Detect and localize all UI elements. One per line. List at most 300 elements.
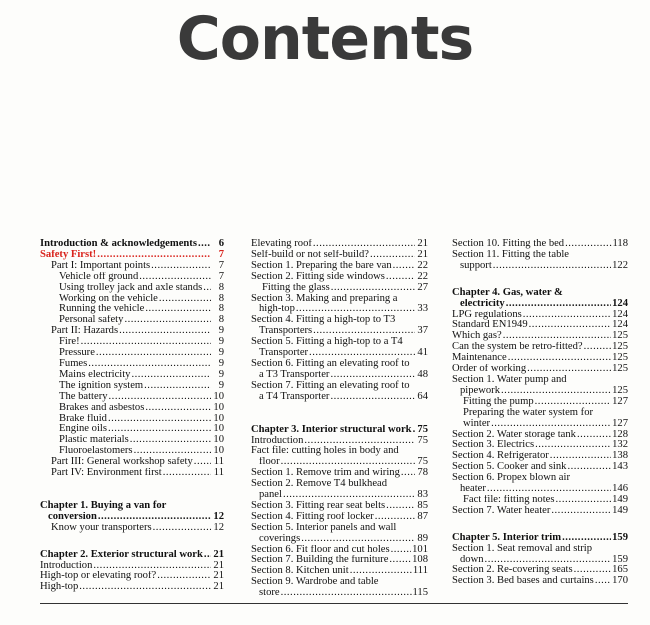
toc-entry-title: high-top <box>259 304 295 315</box>
toc-entry-title-wrap <box>460 555 611 566</box>
toc-page-number: 85 <box>417 499 428 511</box>
toc-entry-title-wrap <box>59 337 211 348</box>
toc-entry-title: Using trolley jack and axle stands <box>59 282 203 293</box>
toc-page-number: 9 <box>218 347 224 359</box>
dot-leader <box>203 550 211 561</box>
toc-entry-row <box>51 261 224 272</box>
toc-entry-title: Section 1. Remove trim and wiring <box>251 468 400 479</box>
dot-leader <box>129 435 211 446</box>
toc-entry-row <box>59 424 224 435</box>
toc-page-number: 124 <box>612 319 628 331</box>
toc-entry <box>251 239 428 250</box>
toc-entry-row <box>452 310 628 321</box>
toc-entry <box>251 381 428 403</box>
toc-entry-row <box>59 272 224 283</box>
toc-entry-title-wrap <box>452 310 611 321</box>
toc-entry-title: Fitting the glass <box>262 282 330 293</box>
toc-entry-title: Running the vehicle <box>59 304 145 315</box>
toc-entry-title-wrap <box>463 419 611 430</box>
dot-leader <box>193 457 211 468</box>
dot-leader <box>138 272 211 283</box>
toc-entry-title: floor <box>259 457 280 468</box>
toc-entry-row <box>452 506 628 517</box>
toc-entry-title: Introduction <box>40 560 93 571</box>
toc-page-number: 21 <box>213 581 224 593</box>
dot-leader <box>96 250 211 261</box>
toc-entry-row <box>251 425 428 436</box>
toc-entry-title-wrap <box>40 571 211 582</box>
toc-entry <box>40 294 224 305</box>
toc-entry <box>251 446 428 468</box>
dot-leader <box>576 430 611 441</box>
toc-entry-title-wrap <box>251 250 415 261</box>
dot-leader <box>329 392 415 403</box>
toc-entry-title: Which gas? <box>452 331 502 342</box>
toc-entry-row <box>40 582 224 593</box>
toc-entry-row <box>251 501 428 512</box>
toc-page-number: 8 <box>218 314 224 326</box>
toc-entry-title: Elevating roof <box>251 239 312 249</box>
toc-entry-title-wrap <box>251 555 411 566</box>
toc-entry-row <box>452 353 628 364</box>
toc-entry-title: Know your transporters <box>51 522 152 533</box>
toc-entry <box>251 261 428 272</box>
toc-entry-title: a T4 Transporter <box>259 391 330 402</box>
toc-entry <box>40 582 224 593</box>
toc-entry <box>452 506 628 517</box>
dot-leader <box>522 310 611 321</box>
contents-column-1 <box>40 239 224 593</box>
toc-entry <box>40 457 224 468</box>
toc-entry-title: panel <box>259 490 282 501</box>
toc-entry-title: Fire! <box>59 337 80 348</box>
dot-leader <box>330 283 415 294</box>
toc-page-number: 115 <box>412 587 428 599</box>
toc-page-number: 7 <box>218 270 224 282</box>
toc-heading <box>251 425 428 436</box>
toc-entry-row <box>59 446 224 457</box>
toc-entry <box>251 315 428 337</box>
toc-entry-line: Section 7. Fitting an elevating roof to <box>251 379 410 391</box>
toc-entry-title: Chapter 5. Interior trim <box>452 532 562 543</box>
toc-entry-row <box>59 294 224 305</box>
dot-leader <box>108 392 211 403</box>
toc-entry <box>251 555 428 566</box>
toc-entry-row <box>452 440 628 451</box>
dot-leader <box>280 588 412 599</box>
toc-entry-title-wrap <box>452 430 611 441</box>
dot-leader <box>549 451 611 462</box>
toc-page-number: 124 <box>612 308 628 320</box>
toc-page-number: 125 <box>612 341 628 353</box>
dot-leader <box>390 545 412 556</box>
dot-leader <box>152 523 211 534</box>
toc-entry-title: Chapter 3. Interior structural work <box>251 424 412 435</box>
toc-entry-title: Fitting the pump <box>463 396 534 407</box>
toc-entry <box>452 544 628 566</box>
toc-entry <box>40 272 224 283</box>
page-title: Contents <box>176 4 474 74</box>
toc-entry <box>452 565 628 576</box>
toc-entry-title-wrap <box>259 588 412 599</box>
toc-entry-row <box>452 484 628 495</box>
toc-page-number: 122 <box>612 259 628 271</box>
toc-entry-row <box>59 414 224 425</box>
toc-page-number: 138 <box>612 450 628 462</box>
dot-leader <box>385 272 415 283</box>
toc-entry-line: Section 5. Fitting a high-top to a T4 <box>251 336 403 348</box>
dot-leader <box>573 565 611 576</box>
toc-page-number: 8 <box>218 303 224 315</box>
toc-page-number: 7 <box>218 248 224 260</box>
dot-leader <box>505 299 611 310</box>
toc-entry-title-wrap <box>452 451 611 462</box>
toc-entry <box>40 381 224 392</box>
toc-page-number: 21 <box>417 248 428 260</box>
dot-leader <box>564 239 611 250</box>
toc-page-number: 149 <box>612 493 628 505</box>
toc-page-number: 10 <box>213 445 224 457</box>
toc-entry-title-wrap <box>452 506 611 517</box>
toc-page-number: 159 <box>612 531 628 543</box>
dot-leader <box>92 561 211 572</box>
dot-leader <box>80 337 211 348</box>
toc-entry-row <box>59 435 224 446</box>
dot-leader <box>300 534 415 545</box>
toc-page-number: 89 <box>417 532 428 544</box>
toc-page-number: 12 <box>213 521 224 533</box>
toc-page-number: 9 <box>218 379 224 391</box>
toc-entry-title-wrap <box>452 331 611 342</box>
toc-entry-title: winter <box>463 418 491 429</box>
toc-page-number: 87 <box>417 510 428 522</box>
dot-leader <box>130 370 211 381</box>
toc-entry <box>452 430 628 441</box>
toc-entry-title-wrap <box>259 457 415 468</box>
toc-entry-line: Preparing the water system for <box>463 406 594 418</box>
dot-leader <box>388 555 411 566</box>
toc-entry <box>40 446 224 457</box>
toc-entry-row <box>251 588 428 599</box>
toc-entry-title: Chapter 2. Exterior structural work <box>40 549 203 560</box>
toc-entry-title: Plastic materials <box>59 435 129 446</box>
toc-page-number: 21 <box>417 238 428 249</box>
toc-entry-title-wrap <box>40 239 211 250</box>
toc-entry <box>452 473 628 495</box>
toc-entry-title: Section 2. Re-covering seats <box>452 565 573 576</box>
toc-entry-title-wrap <box>40 582 211 593</box>
toc-entry-title-wrap <box>59 435 211 446</box>
toc-page-number: 78 <box>417 467 428 479</box>
toc-entry-title-wrap <box>460 299 611 310</box>
toc-entry-title-wrap <box>452 320 611 331</box>
toc-page-number: 10 <box>213 412 224 424</box>
toc-page-number: 128 <box>612 428 628 440</box>
toc-entry-title: High-top <box>40 582 79 593</box>
dot-leader <box>583 342 611 353</box>
toc-entry <box>251 272 428 283</box>
toc-entry-row <box>51 523 224 534</box>
toc-entry-title-wrap <box>40 550 211 561</box>
toc-entry-title: High-top or elevating roof? <box>40 571 157 582</box>
toc-entry-title-wrap <box>59 315 211 326</box>
toc-entry <box>452 342 628 353</box>
toc-entry-row <box>463 495 628 506</box>
toc-entry-title-wrap <box>59 294 211 305</box>
toc-entry-title: Transporter <box>259 348 309 359</box>
toc-entry-row <box>59 403 224 414</box>
contents-column-3 <box>452 239 628 587</box>
toc-entry <box>40 315 224 326</box>
toc-page-number: 132 <box>612 439 628 451</box>
toc-entry-title-wrap <box>259 392 415 403</box>
toc-entry-title: Part II: Hazards <box>51 326 119 337</box>
toc-entry-title-wrap <box>51 261 211 272</box>
toc-entry-title: Section 1. Preparing the bare van <box>251 260 392 271</box>
dot-leader <box>555 495 612 506</box>
toc-page-number: 125 <box>612 384 628 396</box>
toc-entry-row <box>59 370 224 381</box>
dot-leader <box>534 440 611 451</box>
toc-entry-title-wrap <box>40 561 211 572</box>
toc-page-number: 21 <box>213 559 224 571</box>
toc-entry-title-wrap <box>59 348 211 359</box>
toc-entry-row <box>59 337 224 348</box>
toc-entry-title: Order of working <box>452 364 527 375</box>
toc-entry <box>452 375 628 397</box>
toc-entry-title: The ignition system <box>59 380 144 391</box>
toc-entry-title-wrap <box>452 353 611 364</box>
dot-leader <box>400 468 415 479</box>
toc-entry-title-wrap <box>460 386 611 397</box>
toc-page-number: 22 <box>417 259 428 271</box>
toc-entry <box>251 545 428 556</box>
toc-entry-line: Section 9. Wardrobe and table <box>251 576 379 588</box>
toc-entry-title-wrap <box>51 523 211 534</box>
dot-leader <box>484 555 612 566</box>
toc-page-number: 101 <box>412 543 428 555</box>
toc-entry-row <box>251 555 428 566</box>
toc-entry-row <box>452 261 628 272</box>
toc-entry <box>251 577 428 599</box>
toc-entry-title: Can the system be retro-fitted? <box>452 342 583 353</box>
toc-entry-title-wrap <box>460 484 611 495</box>
toc-entry-row <box>51 468 224 479</box>
toc-entry-title: Standard EN1949 <box>452 320 528 331</box>
toc-entry <box>251 337 428 359</box>
toc-entry-title: Brakes and asbestos <box>59 402 145 413</box>
toc-entry-title: Section 7. Building the furniture <box>251 555 389 566</box>
toc-entry-title-wrap <box>452 342 611 353</box>
dot-leader <box>550 506 611 517</box>
toc-entry-title-wrap <box>59 359 211 370</box>
toc-page-number: 83 <box>417 489 428 501</box>
dot-leader <box>282 490 415 501</box>
toc-page-number: 22 <box>417 270 428 282</box>
toc-entry-title: Fluoroelastomers <box>59 446 133 457</box>
toc-entry-title-wrap <box>251 501 415 512</box>
toc-entry-title: electricity <box>460 298 505 309</box>
toc-entry-line: Section 2. Remove T4 bulkhead <box>251 478 388 490</box>
toc-entry-title: heater <box>460 484 486 495</box>
dot-leader <box>392 261 415 272</box>
toc-entry-line: Section 11. Fitting the table <box>452 248 570 260</box>
toc-entry-row <box>452 299 628 310</box>
dot-leader <box>133 446 211 457</box>
toc-entry-row <box>452 342 628 353</box>
toc-entry-title: Section 10. Fitting the bed <box>452 239 565 249</box>
dot-leader <box>144 304 211 315</box>
toc-entry <box>40 250 224 261</box>
toc-entry-title-wrap <box>59 381 211 392</box>
bottom-rule <box>40 603 628 604</box>
dot-leader <box>490 419 611 430</box>
toc-entry-title: Section 2. Fitting side windows <box>251 271 385 282</box>
toc-entry-title-wrap <box>251 261 415 272</box>
toc-heading <box>40 550 224 561</box>
toc-entry-title: Section 3. Bed bases and curtains <box>452 576 594 587</box>
toc-entry-row <box>59 283 224 294</box>
toc-entry <box>40 326 224 337</box>
dot-leader <box>97 512 211 523</box>
dot-leader <box>150 261 211 272</box>
toc-entry-title: Section 4. Fitting roof locker <box>251 511 374 522</box>
dot-leader <box>107 414 211 425</box>
toc-entry-title: Mains electricity <box>59 369 131 380</box>
toc-page-number: 75 <box>417 423 428 435</box>
toc-page-number: 9 <box>218 336 224 348</box>
dot-leader <box>143 381 211 392</box>
toc-entry-line: Section 1. Seat removal and strip <box>452 542 593 554</box>
toc-entry <box>251 250 428 261</box>
dot-leader <box>156 571 211 582</box>
toc-entry-title: Section 5. Cooker and sink <box>452 462 567 473</box>
toc-entry-title: The battery <box>59 391 108 402</box>
dot-leader <box>566 462 611 473</box>
toc-entry-line: Section 6. Propex blown air <box>452 472 570 484</box>
toc-entry <box>40 403 224 414</box>
toc-entry-title-wrap <box>59 283 211 294</box>
toc-entry-row <box>452 451 628 462</box>
toc-page-number: 33 <box>417 303 428 315</box>
toc-entry-title: Section 3. Electrics <box>452 440 535 451</box>
toc-page-number: 21 <box>213 570 224 582</box>
toc-entry-row <box>40 550 224 561</box>
toc-entry <box>40 348 224 359</box>
toc-entry-row <box>251 272 428 283</box>
toc-entry-title-wrap <box>460 261 611 272</box>
toc-entry-row <box>59 381 224 392</box>
toc-page-number: 146 <box>612 483 628 495</box>
toc-entry-row <box>59 392 224 403</box>
toc-entry-title: Working on the vehicle <box>59 293 158 304</box>
toc-entry-title: Part I: Important points <box>51 260 151 271</box>
toc-entry <box>40 414 224 425</box>
dot-leader <box>144 403 211 414</box>
toc-entry-title: Part III: General workshop safety <box>51 457 193 468</box>
toc-entry-line: Section 6. Fitting an elevating roof to <box>251 357 410 369</box>
toc-page-number: 127 <box>612 417 628 429</box>
dot-leader <box>95 348 211 359</box>
toc-entry <box>452 408 628 430</box>
dot-leader <box>78 582 211 593</box>
toc-entry-title-wrap <box>59 424 211 435</box>
toc-entry-row <box>40 239 224 250</box>
toc-page-number: 7 <box>218 259 224 271</box>
dot-leader <box>528 320 611 331</box>
dot-leader <box>87 359 211 370</box>
toc-entry-title-wrap <box>452 565 611 576</box>
toc-page-number: 11 <box>213 467 224 479</box>
toc-entry-row <box>40 561 224 572</box>
toc-entry <box>251 294 428 316</box>
toc-page-number: 10 <box>213 423 224 435</box>
toc-entry-row <box>251 457 428 468</box>
toc-entry-row <box>452 576 628 587</box>
toc-entry-row <box>463 419 628 430</box>
toc-entry-title-wrap <box>59 392 211 403</box>
toc-entry-row <box>251 490 428 501</box>
toc-entry-row <box>51 457 224 468</box>
dot-leader <box>162 468 211 479</box>
toc-entry-row <box>251 545 428 556</box>
toc-entry <box>452 353 628 364</box>
dot-leader <box>594 576 611 587</box>
toc-entry-title-wrap <box>59 446 211 457</box>
toc-entry <box>40 304 224 315</box>
toc-entry <box>452 576 628 587</box>
toc-entry-title: Fact file: fitting notes <box>463 494 555 505</box>
toc-entry-title: Section 8. Kitchen unit <box>251 566 349 577</box>
toc-page-number: 9 <box>218 325 224 337</box>
toc-entry-title: LPG regulations <box>452 309 522 320</box>
toc-page-number: 125 <box>612 363 628 375</box>
toc-page-number: 11 <box>213 456 224 468</box>
toc-entry-title-wrap <box>452 440 611 451</box>
toc-entry <box>251 501 428 512</box>
toc-entry <box>40 424 224 435</box>
toc-entry-title-wrap <box>51 457 211 468</box>
toc-page-number: 21 <box>213 548 224 560</box>
toc-page-number: 111 <box>412 565 428 577</box>
toc-entry-row <box>59 304 224 315</box>
toc-entry <box>40 359 224 370</box>
toc-entry-line: Section 3. Making and preparing a <box>251 292 398 304</box>
toc-page-number: 48 <box>417 368 428 380</box>
dot-leader <box>202 283 211 294</box>
toc-entry-title-wrap <box>40 250 211 261</box>
toc-entry-line: Section 1. Water pump and <box>452 373 567 385</box>
toc-entry-row <box>452 430 628 441</box>
dot-leader <box>123 315 211 326</box>
toc-page-number: 41 <box>417 347 428 359</box>
toc-entry-title-wrap <box>452 576 611 587</box>
toc-page-number: 149 <box>612 504 628 516</box>
toc-page-number: 8 <box>218 292 224 304</box>
toc-entry <box>40 571 224 582</box>
dot-leader <box>369 250 415 261</box>
toc-page-number: 75 <box>417 434 428 446</box>
toc-entry <box>452 440 628 451</box>
toc-entry-title-wrap <box>48 512 211 523</box>
toc-entry <box>251 359 428 381</box>
toc-entry-title: Section 2. Water storage tank <box>452 429 576 440</box>
toc-entry <box>452 451 628 462</box>
toc-entry-title-wrap <box>59 272 211 283</box>
dot-leader <box>197 239 211 250</box>
toc-entry-title: Engine oils <box>59 424 107 435</box>
toc-entry-title: Vehicle off ground <box>59 271 139 282</box>
